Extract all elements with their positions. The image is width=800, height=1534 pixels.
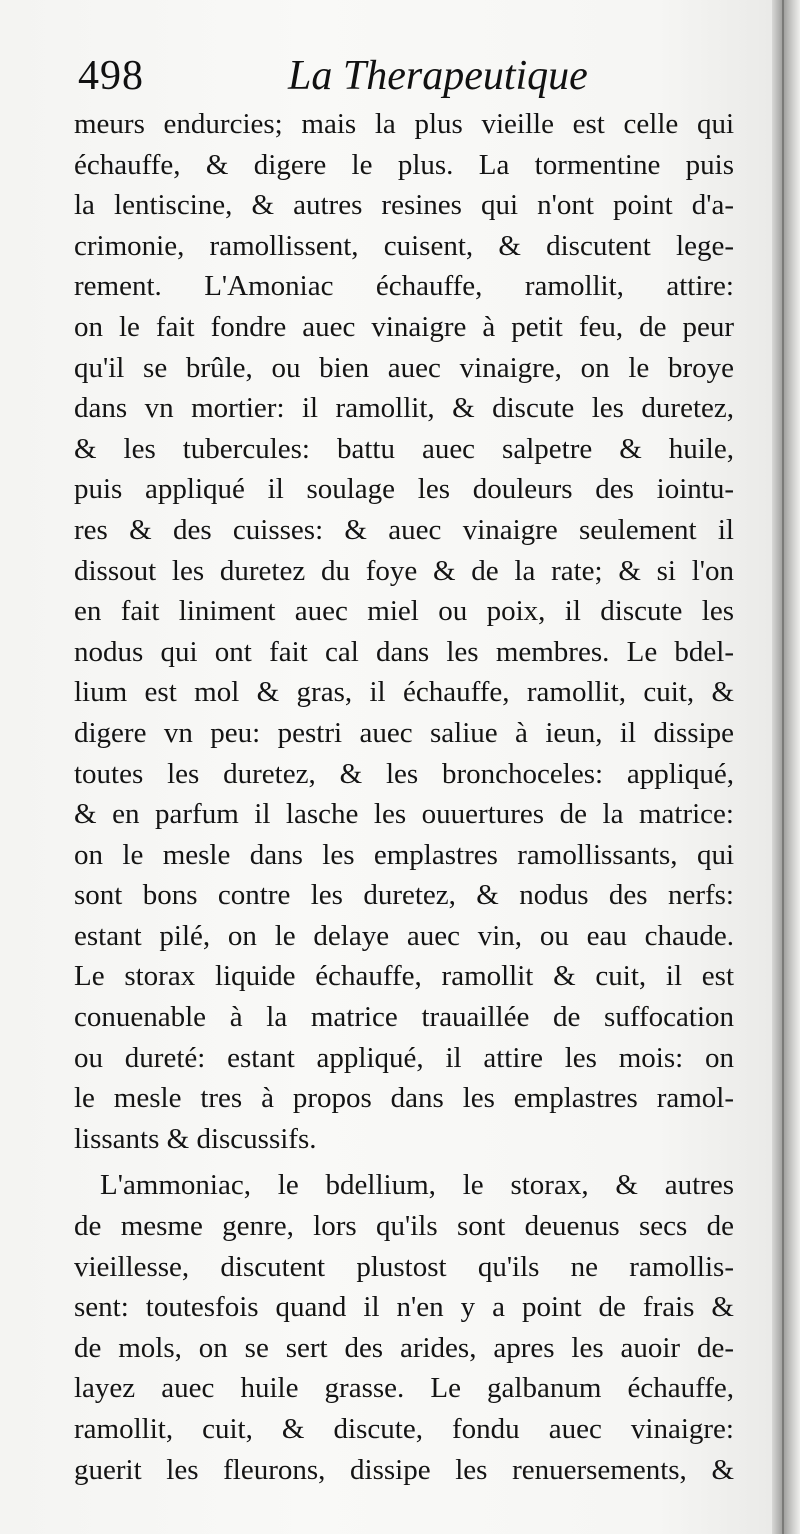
text-line: sont bons contre les duretez, & nodus des nerfs: bbox=[74, 879, 734, 912]
page-number: 498 bbox=[78, 53, 144, 99]
text-line: L'ammoniac, le bdellium, le storax, & autres bbox=[100, 1169, 734, 1202]
text-line: la lentiscine, & autres resines qui n'ont point d'a- bbox=[74, 189, 734, 222]
text-line: nodus qui ont fait cal dans les membres. Le bdel- bbox=[74, 635, 734, 668]
text-line: res & des cuisses: & auec vinaigre seulement il bbox=[74, 513, 734, 546]
text-line: toutes les duretez, & les bronchoceles: appliqué, bbox=[74, 757, 734, 790]
text-line: on le mesle dans les emplastres ramollissants, qui bbox=[74, 838, 734, 871]
page-header bbox=[78, 52, 728, 108]
text-line: rement. L'Amoniac échauffe, ramollit, attire: bbox=[74, 270, 734, 303]
text-line: Le storax liquide échauffe, ramollit & cuit, il est bbox=[74, 960, 734, 993]
text-line: le mesle tres à propos dans les emplastres ramol- bbox=[74, 1082, 734, 1115]
text-line: de mols, on se sert des arides, apres les auoir de- bbox=[74, 1331, 734, 1364]
text-line: meurs endurcies; mais la plus vieille est celle qui bbox=[74, 108, 734, 140]
text-line: de mesme genre, lors qu'ils sont deuenus secs de bbox=[74, 1210, 734, 1243]
paragraph-2 bbox=[74, 1165, 734, 1490]
text-line: qu'il se brûle, ou bien auec vinaigre, on le broye bbox=[74, 351, 734, 384]
text-line: dans vn mortier: il ramollit, & discute les duretez, bbox=[74, 392, 734, 425]
text-line: on le fait fondre auec vinaigre à petit feu, de peur bbox=[74, 310, 734, 343]
running-title: La Therapeutique bbox=[288, 53, 588, 99]
text-line: en fait liniment auec miel ou poix, il discute les bbox=[74, 595, 734, 628]
body-text bbox=[74, 104, 734, 1490]
text-line: estant pilé, on le delaye auec vin, ou eau chaude. bbox=[74, 919, 734, 952]
text-line: & en parfum il lasche les ouuertures de la matrice: bbox=[74, 798, 734, 831]
text-line: puis appliqué il soulage les douleurs des iointu- bbox=[74, 473, 734, 506]
gutter-fold bbox=[782, 0, 784, 1534]
text-line: layez auec huile grasse. Le galbanum échauffe, bbox=[74, 1372, 734, 1405]
text-line: conuenable à la matrice trauaillée de suffocation bbox=[74, 1001, 734, 1034]
text-line: sent: toutesfois quand il n'en y a point de frais & bbox=[74, 1291, 734, 1324]
text-line: vieillesse, discutent plustost qu'ils ne ramollis- bbox=[74, 1250, 734, 1283]
text-line: & les tubercules: battu auec salpetre & huile, bbox=[74, 432, 734, 465]
book-gutter bbox=[772, 0, 800, 1534]
text-line: dissout les duretez du foye & de la rate; & si l'on bbox=[74, 554, 734, 587]
text-line: digere vn peu: pestri auec saliue à ieun, il dissipe bbox=[74, 716, 734, 749]
text-line: ou dureté: estant appliqué, il attire les mois: on bbox=[74, 1041, 734, 1074]
text-line: lissants & discussifs. bbox=[74, 1122, 317, 1155]
text-line: crimonie, ramollissent, cuisent, & discutent lege- bbox=[74, 229, 734, 262]
text-line: ramollit, cuit, & discute, fondu auec vinaigre: bbox=[74, 1413, 734, 1445]
text-line: guerit les fleurons, dissipe les renuersements, & bbox=[74, 1453, 734, 1486]
text-line: échauffe, & digere le plus. La tormentine puis bbox=[74, 148, 734, 181]
paragraph-1 bbox=[74, 104, 734, 1159]
text-line: lium est mol & gras, il échauffe, ramollit, cuit, & bbox=[74, 676, 734, 709]
